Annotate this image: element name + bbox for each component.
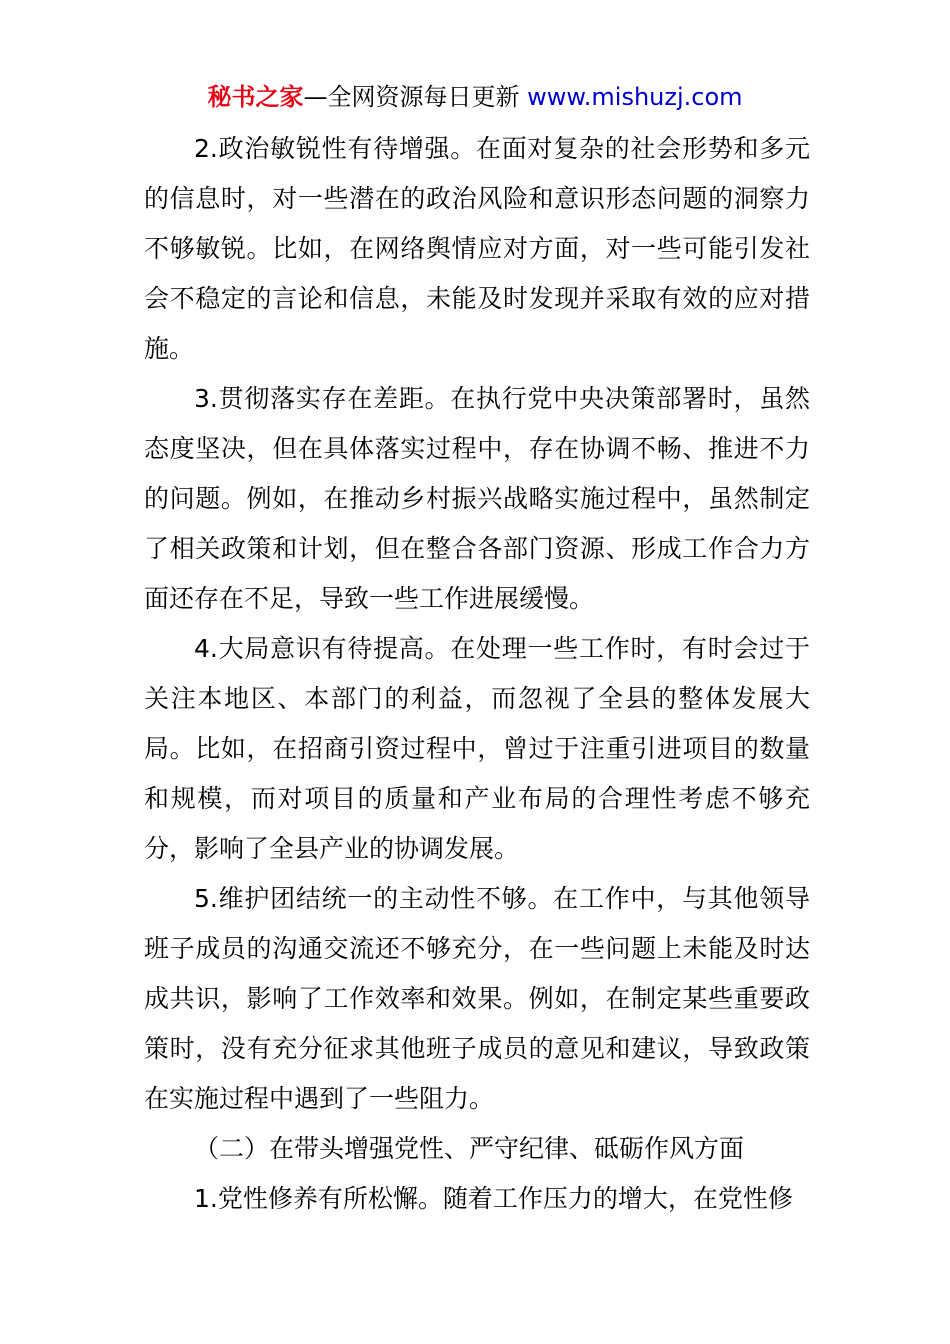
paragraph-party-cultivation: 1.党性修养有所松懈。随着工作压力的增大，在党性修	[194, 1184, 793, 1213]
document-body	[144, 124, 810, 1224]
section-heading-party-spirit: （二）在带头增强党性、严守纪律、砥砺作风方面	[194, 1134, 745, 1163]
site-header	[0, 80, 950, 114]
site-url-link[interactable]: www.mishuzj.com	[527, 83, 743, 111]
paragraph-implementation-gap: 3.贯彻落实存在差距。在执行党中央决策部署时，虽然态度坚决，但在具体落实过程中，存在协调不畅、推进不力的问题。例如，在推动乡村振兴战略实施过程中，虽然制定了相关政策和计划，但在整合各部门资源、形成工作合力方面还存在不足，导致一些工作进展缓慢。	[144, 384, 810, 613]
site-tagline: —全网资源每日更新	[303, 83, 528, 111]
paragraph-unity-initiative: 5.维护团结统一的主动性不够。在工作中，与其他领导班子成员的沟通交流还不够充分，在一些问题上未能及时达成共识，影响了工作效率和效果。例如，在制定某些重要政策时，没有充分征求其他班子成员的意见和建议，导致政策在实施过程中遇到了一些阻力。	[144, 884, 810, 1113]
site-brand: 秘书之家	[207, 83, 304, 111]
paragraph-overall-awareness: 4.大局意识有待提高。在处理一些工作时，有时会过于关注本地区、本部门的利益，而忽视了全县的整体发展大局。比如，在招商引资过程中，曾过于注重引进项目的数量和规模，而对项目的质量和产业布局的合理性考虑不够充分，影响了全县产业的协调发展。	[144, 634, 810, 863]
paragraph-political-sensitivity: 2.政治敏锐性有待增强。在面对复杂的社会形势和多元的信息时，对一些潜在的政治风险和意识形态问题的洞察力不够敏锐。比如，在网络舆情应对方面，对一些可能引发社会不稳定的言论和信息，未能及时发现并采取有效的应对措施。	[144, 134, 810, 363]
